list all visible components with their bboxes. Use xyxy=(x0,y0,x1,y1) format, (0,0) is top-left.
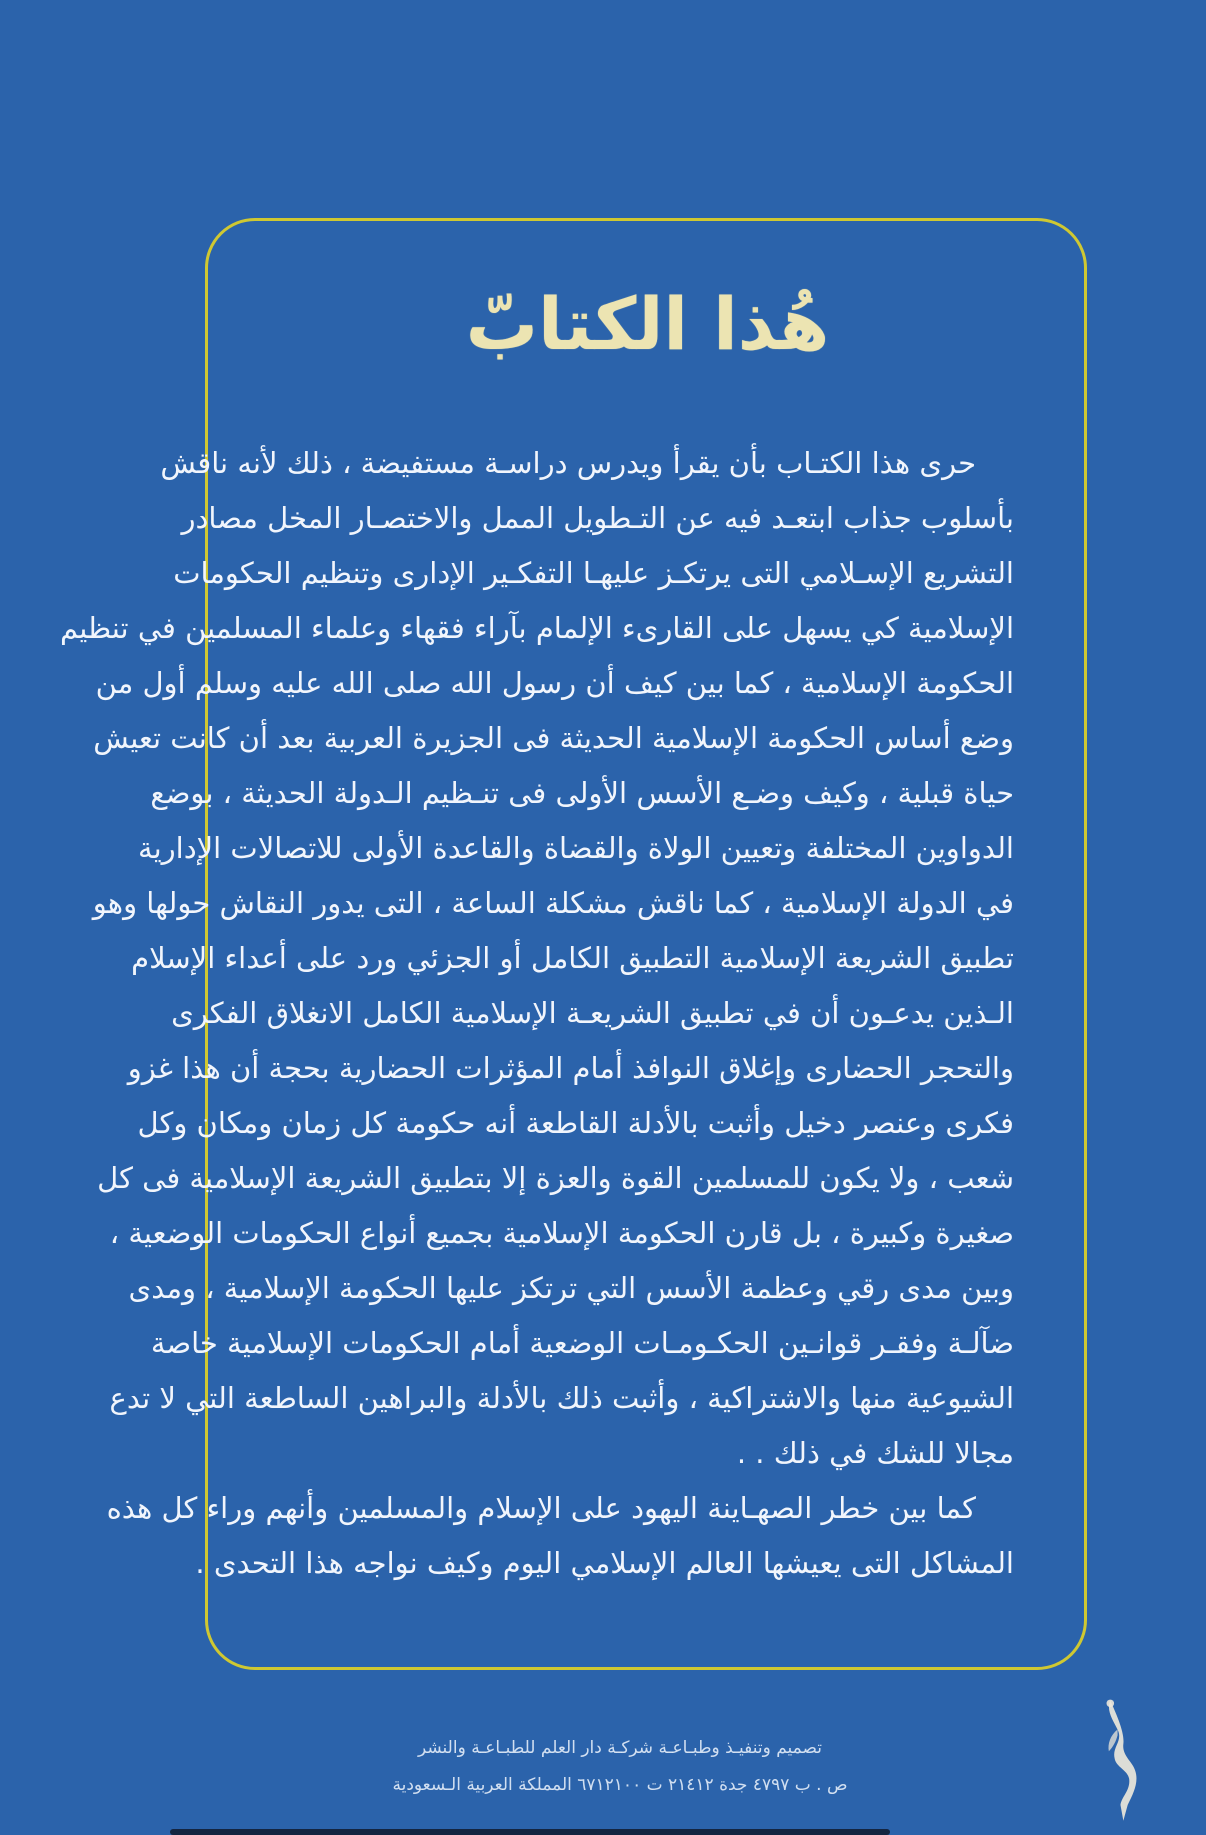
bird-logo-icon xyxy=(1090,1686,1148,1828)
body-line: فكرى وعنصر دخيل وأثبت بالأدلة القاطعة أنه حكومة كل زمان ومكان وكل xyxy=(137,1106,1014,1140)
publisher-footer xyxy=(215,1730,1025,1804)
body-line: الحكومة الإسلامية ، كما بين كيف أن رسول الله صلى الله عليه وسلم أول من xyxy=(95,666,1014,700)
body-line: الشيوعية منها والاشتراكية ، وأثبت ذلك بالأدلة والبراهين الساطعة التي لا تدع xyxy=(109,1381,1014,1415)
body-line: المشاكل التى يعيشها العالم الإسلامي اليوم وكيف نواجه هذا التحدى . xyxy=(195,1546,1014,1580)
body-line: والتحجر الحضارى وإغلاق النوافذ أمام المؤثرات الحضارية بحجة أن هذا غزو xyxy=(127,1051,1014,1085)
publisher-line: تصميم وتنفيـذ وطبـاعـة شركـة دار العلم للطبـاعـة والنشر xyxy=(418,1738,822,1758)
body-line: الـذين يدعـون أن في تطبيق الشريعـة الإسلامية الكامل الانغلاق الفكرى xyxy=(171,996,1014,1030)
body-line: حرى هذا الكتـاب بأن يقرأ ويدرس دراسـة مستفيضة ، ذلك لأنه ناقش xyxy=(160,446,976,480)
body-line: وبين مدى رقي وعظمة الأسس التي ترتكز عليها الحكومة الإسلامية ، ومدى xyxy=(128,1271,1014,1305)
body-line: كما بين خطر الصهـاينة اليهود على الإسلام والمسلمين وأنهم وراء كل هذه xyxy=(106,1491,976,1525)
body-line: وضع أساس الحكومة الإسلامية الحديثة فى الجزيرة العربية بعد أن كانت تعيش xyxy=(93,721,1014,755)
scan-artifact xyxy=(170,1829,890,1835)
body-line: بأسلوب جذاب ابتعـد فيه عن التـطويل الممل والاختصـار المخل مصادر xyxy=(181,501,1014,535)
publisher-address-line: ص . ب ٤٧٩٧ جدة ٢١٤١٢ ت ٦٧١٢١٠٠ المملكة العربية الـسعودية xyxy=(392,1775,848,1795)
body-line: شعب ، ولا يكون للمسلمين القوة والعزة إلا بتطبيق الشريعة الإسلامية فى كل xyxy=(97,1161,1014,1195)
body-line: الإسلامية كي يسهل على القارىء الإلمام بآراء فقهاء وعلماء المسلمين في تنظيم xyxy=(59,611,1014,645)
body-line: صغيرة وكبيرة ، بل قارن الحكومة الإسلامية بجميع أنواع الحكومات الوضعية ، xyxy=(109,1216,1014,1250)
body-line: تطبيق الشريعة الإسلامية التطبيق الكامل أو الجزئي ورد على أعداء الإسلام xyxy=(131,941,1014,975)
body-line: التشريع الإسـلامي التى يرتكـز عليهـا التفكـير الإدارى وتنظيم الحكومات xyxy=(173,556,1014,590)
book-title: هُذا الكتابّ xyxy=(465,282,830,366)
body-line: ضآلـة وفقـر قوانـين الحكـومـات الوضعية أمام الحكومات الإسلامية خاصة xyxy=(150,1326,1014,1360)
body-text xyxy=(59,436,1014,1591)
body-line: الدواوين المختلفة وتعيين الولاة والقضاة والقاعدة الأولى للاتصالات الإدارية xyxy=(138,831,1014,865)
body-line: مجالا للشك في ذلك . . xyxy=(736,1436,1014,1470)
body-line: حياة قبلية ، وكيف وضـع الأسس الأولى فى تنـظيم الـدولة الحديثة ، بوضع xyxy=(150,776,1014,810)
body-line: في الدولة الإسلامية ، كما ناقش مشكلة الساعة ، التى يدور النقاش حولها وهو xyxy=(92,886,1014,920)
